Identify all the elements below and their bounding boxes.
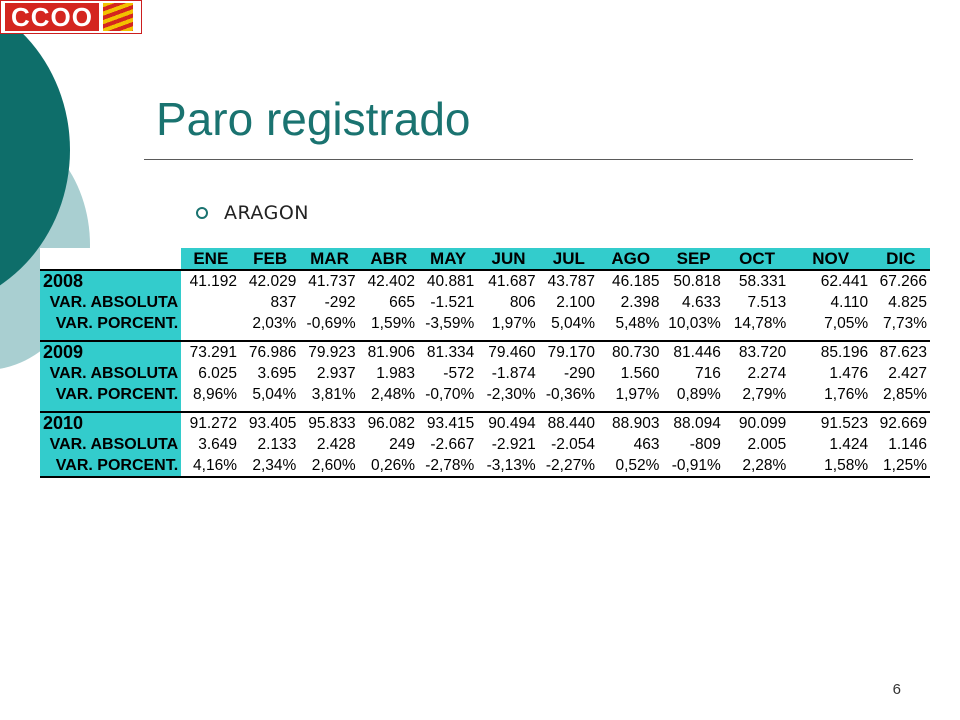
spacer-label-cell [40, 334, 181, 341]
data-cell: -1.874 [478, 363, 539, 384]
data-cell: 92.669 [872, 412, 930, 434]
data-cell: 0,52% [599, 455, 663, 477]
data-cell: 76.986 [241, 341, 300, 363]
data-cell: 85.196 [790, 341, 872, 363]
data-cell: 4.825 [872, 292, 930, 313]
data-cell: 3.649 [198, 436, 237, 453]
data-cell: 83.720 [724, 341, 789, 363]
data-cell: 73.291 [181, 341, 240, 363]
header-month: MAY [418, 248, 477, 270]
row-label: 2008 [40, 270, 181, 292]
pct-var-row [40, 455, 930, 477]
header-month: FEB [241, 248, 300, 270]
data-cell: -0,69% [300, 313, 359, 334]
data-cell: 50.818 [663, 270, 724, 292]
data-cell: 79.170 [539, 341, 598, 363]
data-cell: 463 [599, 434, 663, 455]
ccoo-logo [0, 0, 142, 34]
data-cell: -2,27% [539, 455, 598, 477]
bullet-item [196, 202, 309, 224]
data-cell: 8,96% [193, 386, 237, 403]
data-cell: 249 [359, 434, 418, 455]
data-cell: 2.427 [872, 363, 930, 384]
header-month: JUN [478, 248, 539, 270]
data-cell: 87.623 [872, 341, 930, 363]
data-cell: 79.460 [478, 341, 539, 363]
data-cell: 0,26% [359, 455, 418, 477]
data-cell: 41.737 [300, 270, 359, 292]
data-cell: 4,16% [181, 455, 240, 477]
data-cell: 2,60% [300, 455, 359, 477]
data-cell: 837 [241, 292, 300, 313]
data-cell: 41.192 [181, 270, 240, 292]
data-cell: -2,30% [478, 384, 539, 405]
data-cell: 7,73% [872, 313, 930, 334]
data-cell: 1,97% [478, 313, 539, 334]
data-cell: 2,28% [724, 455, 789, 477]
data-cell: -0,91% [663, 455, 724, 477]
data-cell: 40.881 [418, 270, 477, 292]
data-cell: 2.100 [539, 292, 598, 313]
data-cell: -2,78% [418, 455, 477, 477]
data-cell: 90.494 [478, 412, 539, 434]
year-row [40, 270, 930, 292]
data-cell: -0,36% [539, 384, 598, 405]
data-cell: 2,03% [241, 313, 300, 334]
header-month: ABR [359, 248, 418, 270]
data-cell: 1,58% [790, 455, 872, 477]
pct-var-row [40, 313, 930, 334]
data-cell: 90.099 [724, 412, 789, 434]
data-cell: 58.331 [724, 270, 789, 292]
data-cell: -572 [418, 363, 477, 384]
data-cell: 96.082 [359, 412, 418, 434]
data-cell: 1.476 [790, 363, 872, 384]
data-cell: 2.274 [724, 363, 789, 384]
data-cell: -809 [663, 434, 724, 455]
row-label: 2009 [40, 341, 181, 363]
data-cell: -2.921 [478, 434, 539, 455]
header-month: ENE [181, 248, 240, 270]
pct-var-row [40, 384, 930, 405]
data-cell: 2.005 [724, 434, 789, 455]
data-cell: 93.405 [241, 412, 300, 434]
year-row [40, 412, 930, 434]
data-cell: 806 [478, 292, 539, 313]
data-cell: 1.983 [359, 363, 418, 384]
data-cell: 93.415 [418, 412, 477, 434]
abs-var-row [40, 363, 930, 384]
header-month: OCT [724, 248, 789, 270]
header-blank-cell [40, 248, 181, 270]
data-cell: -290 [539, 363, 598, 384]
row-label: VAR. PORCENT. [40, 313, 181, 334]
data-cell: 0,89% [663, 384, 724, 405]
data-cell: 42.029 [241, 270, 300, 292]
abs-var-row [40, 434, 930, 455]
data-cell: 88.903 [599, 412, 663, 434]
data-cell: 6.025 [198, 365, 237, 382]
page-title: Paro registrado [156, 93, 471, 145]
data-cell: 7.513 [724, 292, 789, 313]
abs-var-row [40, 292, 930, 313]
data-cell: 5,04% [241, 384, 300, 405]
spacer-row [40, 334, 930, 341]
data-cell: 5,04% [539, 313, 598, 334]
data-cell: 2.133 [241, 434, 300, 455]
header-month: AGO [599, 248, 663, 270]
data-cell: 1.560 [599, 363, 663, 384]
data-cell: -292 [300, 292, 359, 313]
data-cell: 716 [663, 363, 724, 384]
row-label: VAR. ABSOLUTA [40, 363, 181, 384]
data-cell: 67.266 [872, 270, 930, 292]
data-cell: 95.833 [300, 412, 359, 434]
data-cell: 81.446 [663, 341, 724, 363]
data-cell: 2,48% [359, 384, 418, 405]
row-label: VAR. PORCENT. [40, 455, 181, 477]
header-month: NOV [790, 248, 872, 270]
data-cell: 42.402 [359, 270, 418, 292]
data-cell: -3,13% [478, 455, 539, 477]
data-cell: 2.428 [300, 434, 359, 455]
data-cell: 80.730 [599, 341, 663, 363]
year-row [40, 341, 930, 363]
title-divider [144, 159, 913, 160]
data-cell: 46.185 [599, 270, 663, 292]
bullet-text: ARAGON [224, 202, 309, 224]
data-cell: 1,97% [599, 384, 663, 405]
spacer-cell [181, 405, 930, 412]
aragon-flag-icon [103, 3, 133, 31]
data-cell [181, 313, 240, 334]
row-label: VAR. ABSOLUTA [40, 292, 181, 313]
data-cell: 4.633 [663, 292, 724, 313]
data-cell: -3,59% [418, 313, 477, 334]
data-cell: -2.054 [539, 434, 598, 455]
data-cell [181, 292, 240, 313]
header-month: JUL [539, 248, 598, 270]
data-cell: 88.094 [663, 412, 724, 434]
data-cell: 41.687 [478, 270, 539, 292]
data-cell: 3.695 [241, 363, 300, 384]
data-cell: 10,03% [663, 313, 724, 334]
row-label: VAR. PORCENT. [40, 384, 181, 405]
data-cell: 91.272 [181, 412, 240, 434]
spacer-row [40, 405, 930, 412]
data-cell: 2,34% [241, 455, 300, 477]
header-month: DIC [872, 248, 930, 270]
data-cell: 2.398 [599, 292, 663, 313]
data-cell: 2.937 [300, 363, 359, 384]
row-label: 2010 [40, 412, 181, 434]
header-row [40, 248, 930, 270]
data-cell: 91.523 [790, 412, 872, 434]
header-month: SEP [663, 248, 724, 270]
data-cell: 1,25% [872, 455, 930, 477]
data-cell: 2,79% [724, 384, 789, 405]
row-label: VAR. ABSOLUTA [40, 434, 181, 455]
unemployment-table [40, 248, 930, 478]
data-cell: 1.424 [790, 434, 872, 455]
data-cell: 2,85% [872, 384, 930, 405]
data-cell: 81.906 [359, 341, 418, 363]
data-cell: 1,76% [790, 384, 872, 405]
table-body [40, 270, 930, 477]
data-cell: 4.110 [790, 292, 872, 313]
data-cell: 5,48% [599, 313, 663, 334]
data-cell: 81.334 [418, 341, 477, 363]
bullet-icon [196, 207, 208, 219]
data-cell: 1.146 [872, 434, 930, 455]
data-cell: 88.440 [539, 412, 598, 434]
data-cell: 62.441 [790, 270, 872, 292]
data-cell: -1.521 [418, 292, 477, 313]
page-number: 6 [892, 681, 901, 698]
data-cell: 14,78% [724, 313, 789, 334]
data-cell: 665 [359, 292, 418, 313]
header-month: MAR [300, 248, 359, 270]
data-cell: 7,05% [790, 313, 872, 334]
logo-text: CCOO [5, 3, 99, 31]
spacer-cell [181, 334, 930, 341]
spacer-label-cell [40, 405, 181, 412]
data-cell: -0,70% [418, 384, 477, 405]
data-cell: 1,59% [359, 313, 418, 334]
data-cell: 43.787 [539, 270, 598, 292]
data-cell: 79.923 [300, 341, 359, 363]
data-cell: -2.667 [418, 434, 477, 455]
data-cell: 3,81% [300, 384, 359, 405]
